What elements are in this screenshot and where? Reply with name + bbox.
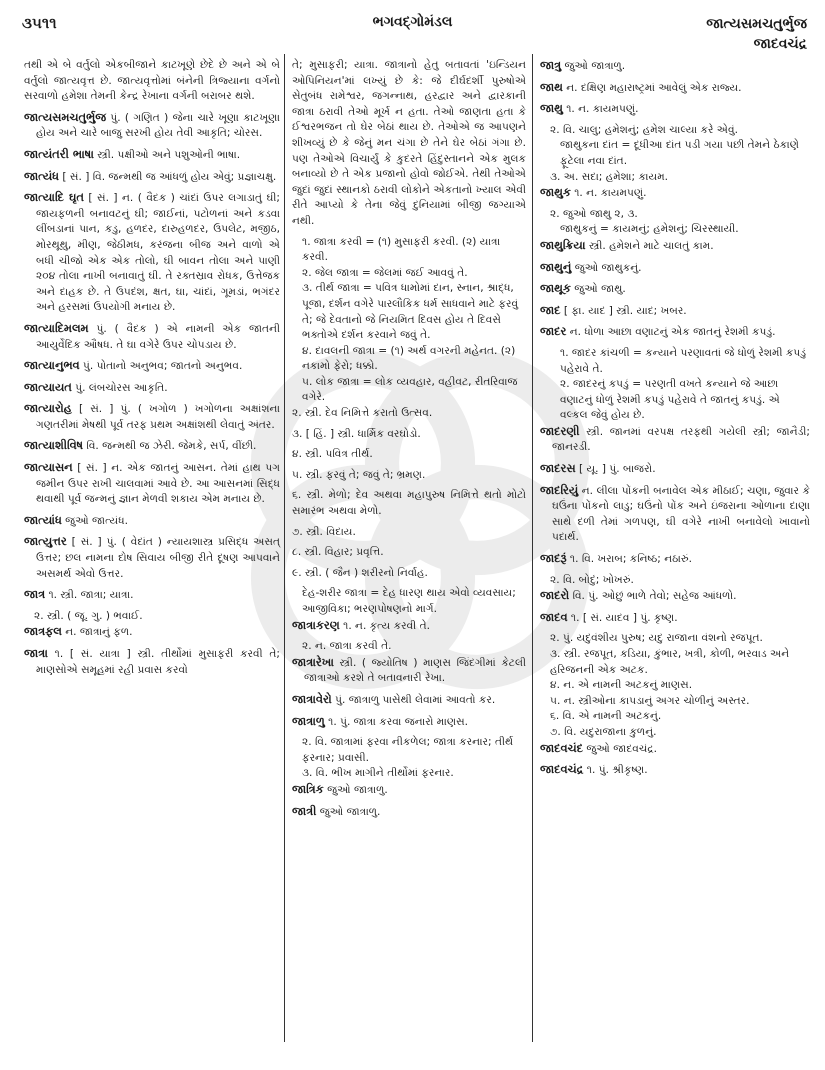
headword: જાત્રા — [24, 646, 48, 660]
dictionary-entry — [540, 424, 810, 456]
dictionary-entry — [24, 513, 280, 530]
headword: જાથૂક — [540, 281, 571, 296]
dictionary-entry — [24, 460, 280, 508]
headword: જાત્રારેખા — [292, 654, 334, 669]
definition: ૧. ન. કાયમપણું. — [566, 103, 639, 116]
headword: જાત્યુત્તર — [24, 534, 67, 549]
dictionary-entry — [24, 147, 280, 164]
dictionary-entry — [540, 762, 810, 779]
headword: જાત્યાયત — [24, 379, 72, 394]
headword: જાત્યંતરી ભાષા — [24, 146, 94, 161]
headword: જાદવચંદ્ર — [540, 762, 584, 777]
headword: જાદરો — [540, 588, 570, 603]
headword: જાત્યારોહ — [24, 401, 72, 416]
guide-word-last: જાદવચંદ્ર — [753, 36, 807, 52]
headword: જાત્યાદિમલમ — [24, 320, 89, 335]
dictionary-entry — [540, 588, 810, 605]
definition: [ સં. ] ન. એક જાતનું આસન. તેમાં હાથ પગ જમીન ઉપર રાખી ચાલવામાં આવે છે. આ આસનમાં સિદ્ધ થવાથી પૂર્વ જન્મનું જ્ઞાન મેળવી શકાય એમ મનાય છે. — [36, 462, 280, 506]
sub-sense: ૨. વિ. બોદું; ખોખરું. — [550, 573, 634, 586]
headword: જાત્યાદિ ઘૃત — [24, 190, 84, 205]
definition: વિ. જન્મથી જ ઝેરી. જેમકે, સર્પ, વીંછી. — [86, 440, 257, 453]
dictionary-entry — [540, 80, 810, 97]
dictionary-entry — [540, 101, 810, 118]
headword: જાદરણી — [540, 423, 580, 438]
sub-sense: ૫. લોક જાત્રા = લોક વ્યવહાર, વહીવટ, રીતરિવાજ વગેરે. — [302, 375, 518, 404]
dictionary-entry — [540, 610, 810, 627]
definition: જુઓ જાત્રાળુ. — [564, 60, 626, 72]
headword: જાત્રિક — [292, 781, 324, 796]
definition: ૧. ન. કાયમપણું. — [574, 187, 647, 200]
definition: સ્ત્રી. પક્ષીઓ અને પશુઓની ભાષા. — [97, 148, 241, 161]
definition: [ ફા. યાદ ] સ્ત્રી. યાદ; ખબર. — [563, 304, 687, 317]
definition: પું. ( ગણિત ) જેના ચારે ખૂણા કાટખૂણા હોય અને ચારે બાજુ સરખી હોય તેવી આકૃતિ; ચોરસ. — [36, 111, 280, 140]
phrase: જાથુકના દાંત = દૂધીઆ દાંત પડી ગયા પછી તેમને ઠેકાણે ફૂટેલા નવા દાંત. — [560, 139, 799, 167]
headword: જાત્યસમચતુર્ભુજ — [24, 109, 106, 124]
definition: પું. જાત્રાળુ પાસેથી લેવામાં આવતો કર. — [335, 693, 496, 706]
sub-sense: ૫. ન. સ્ત્રીઓના કાપડાનું અગર ચોળીનું અસ્તર. — [550, 694, 750, 707]
dictionary-entry — [24, 110, 280, 142]
dictionary-entry — [24, 587, 280, 604]
sub-sense: ૨. ન. જાત્રા કરવી તે. — [302, 640, 392, 653]
dictionary-entry — [540, 238, 810, 255]
sub-sense: દેહ-શરીર જાત્રા = દેહ ધારણ થાય એવો વ્યવસાય; આજીવિકા; ભરણપોષણનો માર્ગ. — [302, 587, 516, 615]
entry-continuation: તે; મુસાફરી; યાત્રા. જાત્રાનો હેતુ બતાવતાં 'ઇન્ડિયન ઓપિનિયન'માં લખ્યું છે કે: જે દીર્ઘદર્શી પુરુષોએ સેતુબંધ રામેશ્વર, જગન્નાથ, હરદ્વાર અને દ્વારકાની જાત્રા ઠરાવી તેઓ મૂર્ખ ન હતા. તેઓ જાણતા હતા કે ઈશ્વરભજન તો ઘેર બેઠાં થાય છે. તેઓએ જ આપણને શીખવ્યું છે કે જેનું મન ચંગા છે તેને ઘેર બેઠાં ગંગા છે. પણ તેઓએ વિચાર્યું કે કુદરતે હિંદુસ્તાનને એક મુલક બનાવ્યો છે તે એક પ્રજાનો હોવો જોઈએ. તેથી તેઓએ જુદાં જુદાં સ્થાનકો ઠરાવી લોકોને એકતાનો ખ્યાલ એવી રીતે આપ્યો કે તેના જેવું દુનિયામાં બીજી જગ્યાએ નથી. — [292, 59, 526, 227]
headword: જાત્રાવેરો — [292, 691, 332, 706]
book-title: ભગવદ્ગોમંડલ — [372, 14, 453, 30]
dictionary-entry — [24, 169, 280, 186]
definition: જુઓ જાત્યંધ. — [65, 514, 128, 527]
phrase: જાથુકનું = કાયમનું; હમેશનું; ચિરસ્થાયી. — [560, 223, 739, 236]
headword: જાથ — [540, 79, 563, 94]
column-divider — [532, 54, 533, 1042]
definition: સ્ત્રી. હમેશને માટે ચાલતું કામ. — [588, 239, 714, 252]
sub-sense: ૩. અ. સદા; હમેશા; કાયમ. — [550, 170, 669, 183]
definition: સ્ત્રી. જાનમાં વરપક્ષ તરફથી ગયેલી સ્ત્રી; જાનૈડી; જાનરડી. — [552, 425, 811, 454]
definition: [ સં. ] ન. ( વૈદક ) ચાંદાં ઉપર લગાડાતું ઘી; જાયફળની બનાવટનું ઘી; જાઈનાં, પટોળનાં અને કડવા લીંબડાનાં પાન, કડુ, હળદર, દારુહળદર, ઉપલેટ, મજીઠ, મોરથૂથુ, મીણ, જેઠીમધ, કરંજના બીજ અને વાળો એ બધી ચીજો એક એક તોલો, ઘી બાવન તોલા અને પાણી ૨૦૪ તોલા નાખી બનાવાતું ઘી. તે રક્તસ્રાવ રોધક, ઉત્તેજક અને દાહક છે. તે ઉપદંશ, ક્ષત, ઘા, ચાંદાં, ગૂમડાં, ભગંદર અને હરસમાં ઉપયોગી મનાય છે. — [36, 192, 280, 314]
dictionary-entry — [540, 303, 810, 320]
definition: વિ. પું. ઓછું ભાળે તેવો; સહેજ આંધળો. — [572, 590, 737, 603]
definition: ૧. [ સં. યાદવ ] પું. કૃષ્ણ. — [570, 611, 678, 624]
headword: જાદરિયું — [540, 482, 579, 497]
sense: ૪. સ્ત્રી. પવિત્ર તીર્થ. — [292, 448, 373, 461]
dictionary-entry — [292, 714, 526, 731]
definition: ૧. સ્ત્રી. જાત્રા; યાત્રા. — [48, 589, 134, 602]
sub-sense: ૩. તીર્થ જાત્રા = પવિત્ર ધામોમાં દાન, સ્નાન, શ્રાદ્ધ, પૂજા, દર્શન વગેરે પારલૌકિક ધર્મ સાધવાને માટે ફરવું તે; જે દેવતાનો જે નિયમિત દિવસ હોય તે દિવસે ભક્તોએ દર્શન કરવાને જવું તે. — [302, 282, 519, 342]
definition: ૧. પું. શ્રીકૃષ્ણ. — [586, 764, 648, 777]
headword: જાત્ર — [24, 587, 46, 602]
definition: પું. પોતાનો અનુભવ; જાતનો અનુભવ. — [83, 360, 243, 373]
dictionary-entry — [24, 624, 280, 641]
headword: જાથુક — [540, 185, 571, 200]
headword: જાદરસ — [540, 461, 576, 476]
definition: જુઓ જાથુ. — [574, 283, 626, 296]
headword: જાત્રાળુ — [292, 713, 325, 728]
dictionary-entry — [540, 741, 810, 758]
page-number: ૩૫૧૧ — [22, 14, 57, 32]
phrase: ૨. જાદરનું કપડું = પરણતી વખતે કન્યાને જે આછા વણાટનું ધોળું રેશમી કપડું પહેરાવે તે જાતનું કપડું. એ વલ્કલ જેવું હોય છે. — [560, 378, 780, 422]
sub-sense: ૨. જુઓ જાથુ ૨, ૩. — [550, 207, 638, 220]
dictionary-entry — [540, 185, 810, 202]
definition: [ સં. ] વિ. જન્મથી જ આંધળું હોય એવું; પ્રજ્ઞાચક્ષુ. — [62, 170, 277, 183]
dictionary-entry — [540, 483, 810, 546]
sub-sense: ૪. દાવલની જાત્રા = (૧) અર્થ વગરની મહેનત. (૨) નકામો ફેરો; ધક્કો. — [302, 344, 516, 373]
entry-continuation: તથી એ બે વર્તુલો એકબીજાને કાટખૂણે છેદે છે અને એ બે વર્તુલો જાત્યવૃત્ત છે. જાત્યવૃત્તોમાં બંનેની ત્રિજ્યાના વર્ગનો સરવાળો હમેશા તેમની કેન્દ્ર રેખાના વર્ગની બરાબર થશે. — [24, 59, 280, 103]
definition: [ સં. ] પું. ( ખગોળ ) ખગોળના અક્ષાંશના ગણતરીમાં મેષથી પૂર્વ તરફ પ્રથમ અક્ષાંશથી લેવાતું અંતર. — [36, 403, 280, 431]
headword: જાત્રી — [292, 803, 317, 818]
dictionary-entry — [540, 281, 810, 298]
definition: પું. લંબચોરસ આકૃતિ. — [75, 381, 168, 394]
definition: જુઓ જાત્રાળુ. — [319, 805, 381, 818]
dictionary-entry — [540, 260, 810, 277]
dictionary-entry — [292, 804, 526, 821]
headword: જાદર — [540, 324, 567, 339]
sub-sense: ૨. સ્ત્રી. ( જૂ. ગુ. ) ભવાઈ. — [34, 609, 143, 622]
headword: જાત્યાશીવિષ — [24, 438, 84, 453]
dictionary-entry — [24, 438, 280, 455]
dictionary-entry — [540, 461, 810, 478]
headword: જાત્યાસન — [24, 460, 73, 475]
sub-sense: ૩. સ્ત્રી. રજપૂત, કડિયા, કુંભાર, ખત્રી, કોળી, ભરવાડ અને હરિજનની એક અટક. — [550, 648, 790, 676]
dictionary-entry — [24, 380, 280, 397]
headword: જાથુક્રિયા — [540, 237, 586, 252]
dictionary-entry — [24, 401, 280, 433]
column-left — [24, 58, 280, 683]
headword: જાથુ — [540, 101, 563, 116]
definition: ન. ધોળા આછા વણાટનું એક જાતનું રેશમી કપડું. — [569, 326, 776, 339]
headword: જાત્રફલ — [24, 624, 62, 639]
sense: ૨. સ્ત્રી. દેવ નિમિત્તે કરાતો ઉત્સવ. — [292, 407, 433, 420]
definition: ૧. વિ. ખરાબ; કનિષ્ઠ; નઠારું. — [569, 553, 693, 566]
sub-sense: ૧. જાત્રા કરવી = (૧) મુસાફરી કરવી. (૨) યાત્રા કરવી. — [302, 235, 501, 264]
dictionary-entry — [292, 782, 526, 799]
definition: જુઓ જાદવચંદ્ર. — [586, 742, 657, 755]
sense: ૮. સ્ત્રી. વિહાર; પ્રવૃત્તિ. — [292, 546, 384, 559]
definition: જુઓ જાત્રાળુ. — [327, 783, 388, 796]
sense: ૯. સ્ત્રી. ( જૈન ) શરીરનો નિર્વાહ. — [292, 566, 428, 579]
guide-words — [706, 14, 807, 54]
dictionary-entry — [540, 324, 810, 341]
dictionary-entry — [24, 190, 280, 316]
phrase: ૧. જાદર કાંચળી = કન્યાને પરણાવતાં જે ધોળું રેશમી કપડું પહેરાવે તે. — [560, 346, 807, 375]
headword: જાથુનું — [540, 259, 572, 274]
sub-sense: ૭. વિ. યદુરાજાના કુળનું. — [550, 725, 657, 738]
guide-word-first: જાત્યસમચતુર્ભુજ — [706, 16, 807, 32]
definition: [ સં. ] પું. ( વેદાંત ) ન્યાયશાસ્ત્ર પ્રસિદ્ધ અસત્ ઉત્તર; છલ નામના દોષ સિવાય બીજી રીતે દૂષણ આપવાને અસમર્થ એવો ઉત્તર. — [36, 536, 280, 580]
definition: ન. લીલા પોંકની બનાવેલ એક મીઠાઈ; ચણા, જુવાર કે ઘઉંના પોંકનો લાડુ; ઘઉંનો પોંક અને ઇંજરાના ઓળાના દાણા સાથે દળી તેમાં ગળપણ, ઘી વગેરે નાખી બનાવેલો ખાવાનો પદાર્થ. — [552, 484, 810, 544]
sub-sense: ૨. વિ. જાત્રામાં ફરવા નીકળેલ; જાત્રા કરનાર; તીર્થ ફરનાર; પ્રવાસી. — [302, 736, 514, 764]
headword: જાદરૂં — [540, 551, 567, 566]
sub-sense: ૬. વિ. એ નામની અટકનું. — [550, 710, 662, 723]
sub-sense: ૨. જેલ જાત્રા = જેલમાં જઈ આવવું તે. — [302, 266, 468, 279]
dictionary-entry — [292, 655, 526, 687]
dictionary-entry — [540, 551, 810, 568]
definition: ૧. ન. કૃત્ય કરવી તે. — [343, 619, 430, 632]
headword: જાદવ — [540, 609, 568, 624]
definition: જુઓ જાથુકનું. — [574, 261, 642, 274]
sense: ૭. સ્ત્રી. વિદાય. — [292, 525, 356, 538]
headword: જાત્રુ — [540, 58, 562, 72]
headword: જાત્યાંધ — [24, 512, 62, 527]
definition: ન. દક્ષિણ મહારાષ્ટ્રમાં આવેલું એક રાજ્ય. — [566, 81, 742, 94]
headword: જાત્યંધ — [24, 168, 60, 183]
column-middle — [292, 58, 526, 825]
definition: ૧. પું. જાત્રા કરવા જનારો માણસ. — [328, 715, 469, 728]
sub-sense: ૨. વિ. ચાલુ; હમેશનું; હમેશ ચાલ્યા કરે એવું. — [550, 123, 738, 136]
sense: ૬. સ્ત્રી. મેળો; દેવ અથવા મહાપુરુષ નિમિત્તે થતો મોટો સમારંભ અથવા મેળો. — [292, 489, 526, 518]
dictionary-entry — [540, 58, 810, 75]
page-header — [0, 14, 825, 54]
definition: ન. જાત્રાનું ફળ. — [65, 626, 133, 639]
definition: પું. ( વૈદક ) એ નામની એક જાતની આયુર્વેદિક ઔષધ. તે ઘા વગેરે ઉપર ચોપડાય છે. — [36, 322, 280, 351]
headword: જાદ — [540, 302, 561, 317]
dictionary-entry — [292, 618, 526, 635]
dictionary-entry — [24, 534, 280, 582]
dictionary-entry — [24, 321, 280, 353]
sense: ૫. સ્ત્રી. ફરવું તે; જવું તે; ભ્રમણ. — [292, 468, 426, 481]
dictionary-entry — [292, 692, 526, 709]
definition: [ યૂ. ] પું. બાજરો. — [578, 463, 656, 476]
sub-sense: ૩. વિ. ભીખ માગીને તીર્થોમાં ફરનાર. — [302, 767, 454, 780]
column-right — [540, 58, 810, 784]
column-divider — [284, 54, 285, 1042]
headword: જાત્યાનુભવ — [24, 358, 80, 373]
dictionary-entry — [24, 646, 280, 678]
dictionary-entry — [24, 358, 280, 375]
sense: ૩. [ હિં. ] સ્ત્રી. ધાર્મિક વરઘોડો. — [292, 427, 421, 440]
definition: સ્ત્રી. ( જ્યોતિષ ) માણસ જિંદગીમાં કેટલી જાત્રાઓ કરશે તે બતાવનારી રેખા. — [304, 656, 527, 685]
definition: ૧. [ સં. યાત્રા ] સ્ત્રી. તીર્થોમાં મુસાફરી કરવી તે; માણસોએ સમૂહમાં રહી પ્રવાસ કરવો — [36, 648, 280, 676]
headword: જાદવચંદ — [540, 740, 584, 755]
sub-sense: ૪. ન. એ નામની અટકનું માણસ. — [550, 679, 693, 692]
sub-sense: ૨. પું. યદુવંશીય પુરુષ; યદુ રાજાના વંશનો રજપૂત. — [550, 632, 763, 645]
headword: જાત્રાકરણ — [292, 617, 340, 632]
